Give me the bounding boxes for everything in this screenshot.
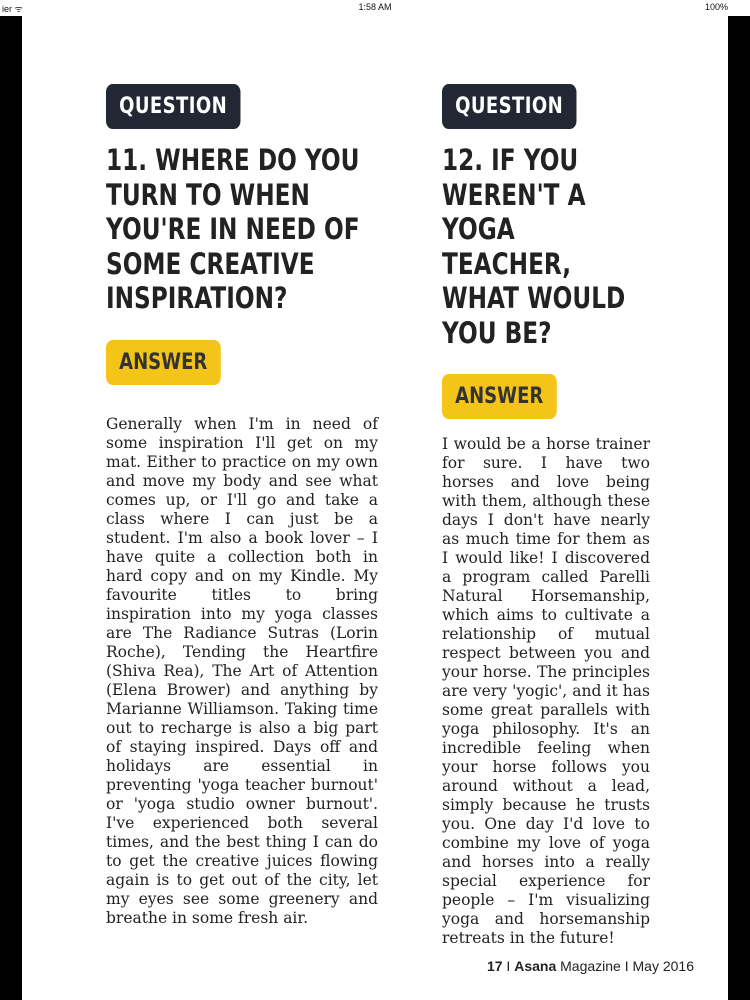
question-11-column [106, 84, 378, 928]
footer-separator: I [620, 958, 633, 974]
magazine-word: Magazine [556, 958, 621, 974]
question-label: QUESTION [106, 84, 240, 129]
clock: 1:58 AM [358, 2, 392, 12]
page-footer [487, 958, 694, 974]
carrier-wifi: ier ᯤ [2, 4, 23, 14]
question-title: 11. WHERE DO YOU TURN TO WHEN YOU'RE IN NEED OF SOME CREATIVE INSPIRATION? [106, 143, 360, 315]
page-number: 17 [486, 958, 503, 974]
status-bar [0, 0, 750, 16]
question-title: 12. IF YOU WEREN'T A YOGA TEACHER, WHAT WOULD YOU BE? [442, 143, 626, 350]
answer-text: I would be a horse trainer for sure. I have two horses and love being with them, although these days I don't have nearly as much time for them as I would like! I discovered a program called Parelli Natural Horsemanship, which aims to cultivate a relationship of mutual respect between you and your horse. The principles are very 'yogic', and it has some great parallels with yoga philosophy. It's an incredible feeling when your horse follows you around without a lead, simply because he trusts you. One day I'd love to combine my love of yoga and horses into a really special experience for people – I'm visualizing yoga and horsemanship retreats in the future! [442, 435, 650, 947]
magazine-brand: Asana [514, 958, 557, 974]
issue-date: May 2016 [632, 958, 694, 974]
question-12-column [442, 84, 650, 948]
footer-separator: I [502, 958, 515, 974]
question-label: QUESTION [442, 84, 576, 129]
magazine-page [22, 16, 728, 1000]
answer-label: ANSWER [106, 340, 220, 385]
answer-text: Generally when I'm in need of some inspiration I'll get on my mat. Either to practice on my own and move my body and see what comes up, or I'll go and take a class where I can just be a student. I'm also a book lover – I have quite a collection both in hard copy and on my Kindle. My favourite titles to bring inspiration into my yoga classes are The Radiance Sutras (Lorin Roche), Tending the Heartfire (Shiva Rea), The Art of Attention (Elena Brower) and anything by Marianne Williamson. Taking time out to recharge is also a big part of staying inspired. Days off and holidays are essential in preventing 'yoga teacher burnout' or 'yoga studio owner burnout'. I've experienced both several times, and the best thing I can do to get the creative juices flowing again is to get out of the city, let my eyes see some greenery and breathe in some fresh air. [106, 414, 378, 927]
answer-label: ANSWER [442, 374, 556, 419]
battery-level: 100% [704, 2, 728, 12]
